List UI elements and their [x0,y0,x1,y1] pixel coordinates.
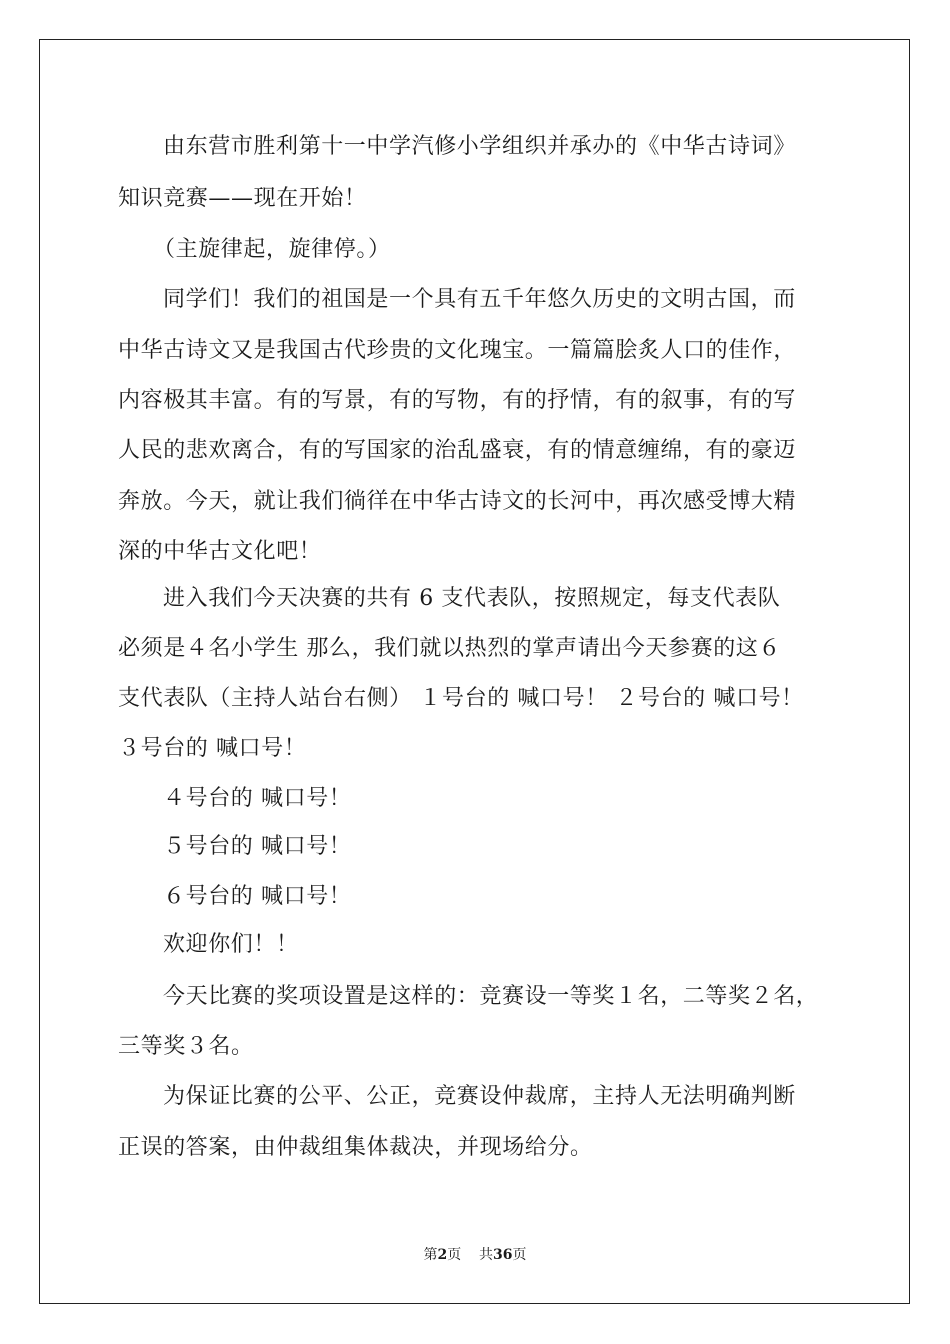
text-line: 深的中华古文化吧！ [118,539,322,564]
text-line: 由东营市胜利第十一中学汽修小学组织并承办的《中华古诗词》 [163,134,796,159]
text-line: ５号台的 喊口号！ [163,834,352,859]
text-line: 必须是４名小学生 那么，我们就以热烈的掌声请出今天参赛的这６ [118,636,781,661]
text-line: 正误的答案，由仲裁组集体裁决，并现场给分。 [118,1135,593,1160]
footer-page-suffix: 页 [447,1247,462,1263]
page-border [39,39,910,1304]
text-line: 为保证比赛的公平、公正，竞赛设仲裁席，主持人无法明确判断 [163,1084,796,1109]
text-line: 奔放。今天，就让我们徜徉在中华古诗文的长河中，再次感受博大精 [118,489,797,514]
text-line: 支代表队（主持人站台右侧） １号台的 喊口号！ ２号台的 喊口号！ [118,686,804,711]
text-line: 内容极其丰富。有的写景，有的写物，有的抒情，有的叙事，有的写 [118,388,797,413]
text-line: ６号台的 喊口号！ [163,884,352,909]
text-line: 同学们！我们的祖国是一个具有五千年悠久历史的文明古国，而 [163,287,796,312]
text-line: （主旋律起，旋律停。） [153,237,391,262]
footer-total-suffix: 页 [512,1247,527,1263]
text-line: 知识竞赛——现在开始！ [118,186,367,211]
footer-page-number: 2 [437,1247,448,1263]
text-line: 进入我们今天决赛的共有 6 支代表队，按照规定，每支代表队 [163,586,781,611]
text-line: 人民的悲欢离合，有的写国家的治乱盛衰，有的情意缠绵，有的豪迈 [118,438,797,463]
page-footer [0,1246,950,1264]
footer-total-pages: 36 [493,1247,513,1263]
text-line: ４号台的 喊口号！ [163,786,352,811]
text-line: ３号台的 喊口号！ [118,736,307,761]
text-line: 中华古诗文又是我国古代珍贵的文化瑰宝。一篇篇脍炙人口的佳作， [118,338,797,363]
text-line: 今天比赛的奖项设置是这样的：竞赛设一等奖１名，二等奖２名， [163,984,819,1009]
text-line: 三等奖３名。 [118,1034,254,1059]
text-line: 欢迎你们！！ [163,932,299,957]
footer-total-prefix: 共 [479,1247,494,1263]
footer-page-prefix: 第 [423,1247,438,1263]
